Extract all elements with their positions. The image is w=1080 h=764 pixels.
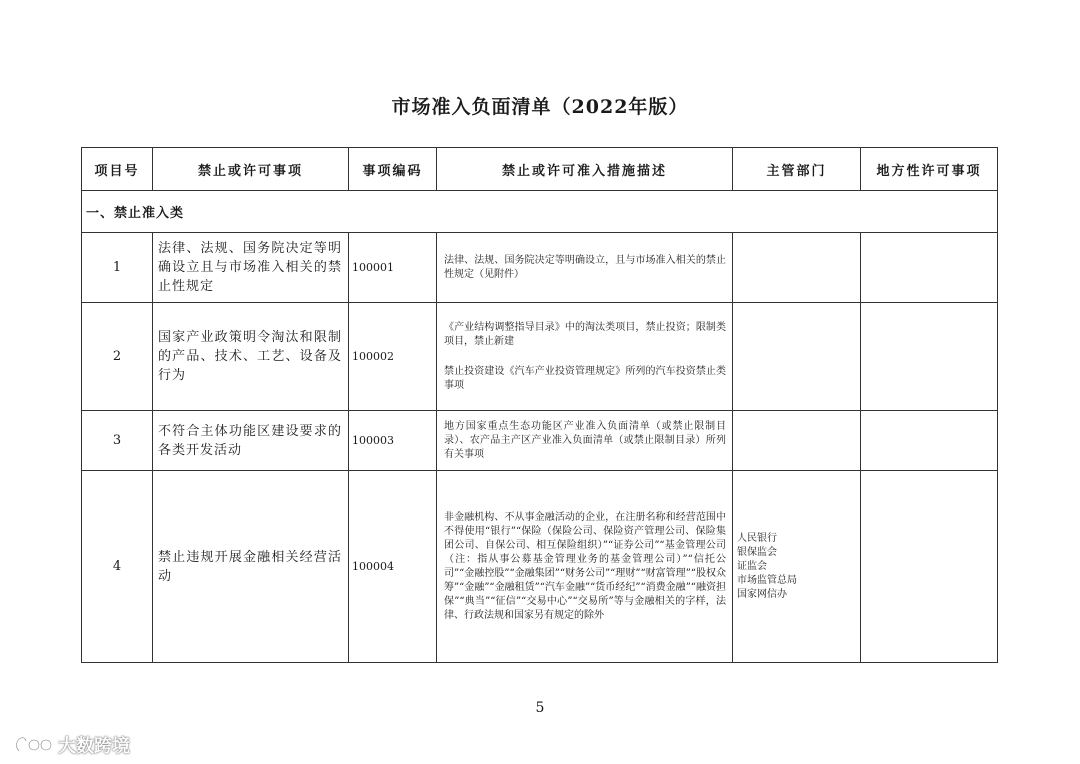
row-number: 1 <box>82 233 153 303</box>
row-item: 法律、法规、国务院决定等明确设立且与市场准入相关的禁止性规定 <box>153 233 349 303</box>
row-local-permit <box>861 233 998 303</box>
row-description <box>437 303 733 411</box>
header-item-no: 项目号 <box>82 148 153 191</box>
row-code: 100002 <box>349 303 437 411</box>
row-local-permit <box>861 411 998 471</box>
department-name: 国家网信办 <box>737 588 787 600</box>
logo-icon <box>14 734 54 756</box>
description-paragraph: 《产业结构调整指导目录》中的淘汰类项目，禁止投资；限制类项目，禁止新建 <box>444 321 726 347</box>
row-department <box>733 411 861 471</box>
row-number: 2 <box>82 303 153 411</box>
row-description <box>437 233 733 303</box>
row-local-permit <box>861 303 998 411</box>
row-department <box>733 233 861 303</box>
header-local-permit: 地方性许可事项 <box>861 148 998 191</box>
watermark <box>14 732 130 758</box>
table-row <box>82 303 998 411</box>
row-local-permit <box>861 471 998 663</box>
row-description <box>437 471 733 663</box>
document-title: 市场准入负面清单（2022年版） <box>391 96 689 118</box>
department-name: 人民银行 <box>737 532 777 544</box>
row-code: 100001 <box>349 233 437 303</box>
header-department: 主管部门 <box>733 148 861 191</box>
table-row <box>82 471 998 663</box>
row-code: 100003 <box>349 411 437 471</box>
row-code: 100004 <box>349 471 437 663</box>
row-number: 3 <box>82 411 153 471</box>
table-row <box>82 411 998 471</box>
watermark-text: 大数跨境 <box>58 736 130 757</box>
description-paragraph: 地方国家重点生态功能区产业准入负面清单（或禁止限制目录）、农产品主产区产业准入负面清单（或禁止限制目录）所列有关事项 <box>444 420 726 460</box>
row-item: 禁止违规开展金融相关经营活动 <box>153 471 349 663</box>
description-paragraph: 禁止投资建设《汽车产业投资管理规定》所列的汽车投资禁止类事项 <box>444 365 726 391</box>
row-department <box>733 303 861 411</box>
row-item: 国家产业政策明令淘汰和限制的产品、技术、工艺、设备及行为 <box>153 303 349 411</box>
row-number: 4 <box>82 471 153 663</box>
header-item: 禁止或许可事项 <box>153 148 349 191</box>
row-description <box>437 411 733 471</box>
row-department <box>733 471 861 663</box>
section-row <box>82 191 998 233</box>
department-name: 证监会 <box>737 560 767 572</box>
header-measure-desc: 禁止或许可准入措施描述 <box>437 148 733 191</box>
page-number: 5 <box>535 700 545 716</box>
department-name: 市场监管总局 <box>737 574 797 586</box>
description-paragraph: 非金融机构、不从事金融活动的企业，在注册名称和经营范围中不得使用“银行”“保险（保险公司、保险资产管理公司、保险集团公司、自保公司、相互保险组织）”“证券公司”“基金管理公司（注：指从事公募基金管理业务的基金管理公司）”“信托公司”“金融控股”“金融集团”“财务公司”“理财”“财富管理”“股权众筹”“金融”“金融租赁”“汽车金融”“货币经纪”“消费金融”“融资担保”“典当”“征信”“交易中心”“交易所”等与金融相关的字样，法律、行政法规和国家另有规定的除外 <box>444 511 726 621</box>
table-header-row <box>82 148 998 191</box>
department-name: 银保监会 <box>737 546 777 558</box>
header-code: 事项编码 <box>349 148 437 191</box>
description-paragraph: 法律、法规、国务院决定等明确设立，且与市场准入相关的禁止性规定（见附件） <box>444 254 726 280</box>
negative-list-table <box>81 147 998 663</box>
row-item: 不符合主体功能区建设要求的各类开发活动 <box>153 411 349 471</box>
section-title: 一、禁止准入类 <box>82 191 998 233</box>
table-row <box>82 233 998 303</box>
